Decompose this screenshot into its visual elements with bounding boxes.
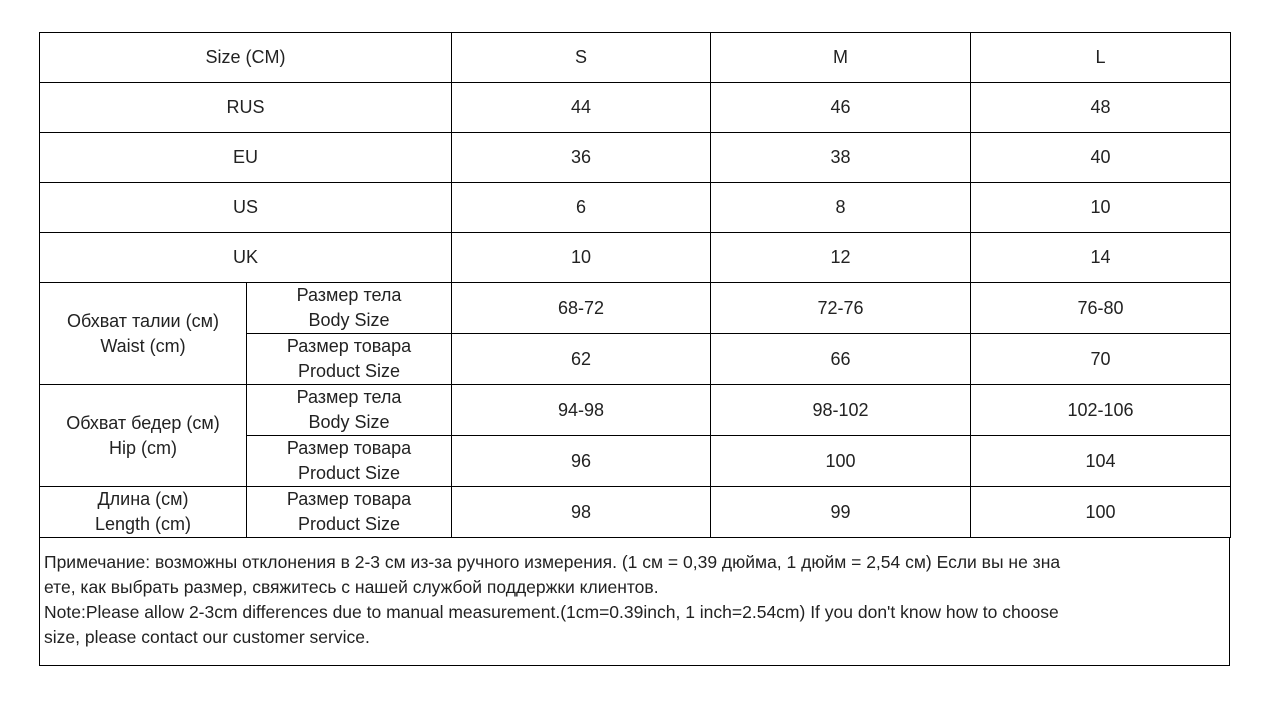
row-label-rus: RUS — [40, 83, 452, 133]
cell-waist-product-s: 62 — [452, 334, 711, 385]
row-label-us: US — [40, 183, 452, 233]
cell-waist-body-m: 72-76 — [711, 283, 971, 334]
length-product-label — [247, 487, 452, 538]
note-en-line-1: Note:Please allow 2-3cm differences due to manual measurement.(1cm=0.39inch, 1 inch=2.54cm) If you don't know how to choose — [44, 602, 1059, 622]
length-product-label-ru: Размер товара — [286, 489, 412, 509]
length-label-ru: Длина (см) — [97, 489, 189, 509]
cell-us-m: 8 — [711, 183, 971, 233]
row-uk — [40, 233, 1231, 283]
length-product-label-en: Product Size — [297, 514, 401, 534]
row-waist-body — [40, 283, 1231, 334]
cell-hip-product-s: 96 — [452, 436, 711, 487]
cell-uk-m: 12 — [711, 233, 971, 283]
waist-body-label-ru: Размер тела — [296, 285, 402, 305]
header-row — [40, 33, 1231, 83]
row-label-eu: EU — [40, 133, 452, 183]
length-label-en: Length (cm) — [94, 514, 192, 534]
cell-hip-product-l: 104 — [971, 436, 1231, 487]
header-size-l: L — [971, 33, 1231, 83]
hip-label-ru: Обхват бедер (см) — [66, 412, 220, 433]
header-size-s: S — [452, 33, 711, 83]
cell-waist-body-l: 76-80 — [971, 283, 1231, 334]
cell-rus-m: 46 — [711, 83, 971, 133]
waist-body-label — [247, 283, 452, 334]
cell-length-product-s: 98 — [452, 487, 711, 538]
cell-rus-l: 48 — [971, 83, 1231, 133]
hip-body-label-ru: Размер тела — [296, 387, 402, 407]
waist-label — [40, 283, 247, 385]
hip-body-label-en: Body Size — [308, 412, 390, 432]
cell-rus-s: 44 — [452, 83, 711, 133]
cell-hip-body-m: 98-102 — [711, 385, 971, 436]
cell-uk-l: 14 — [971, 233, 1231, 283]
cell-uk-s: 10 — [452, 233, 711, 283]
cell-length-product-l: 100 — [971, 487, 1231, 538]
hip-body-label — [247, 385, 452, 436]
row-hip-body — [40, 385, 1231, 436]
hip-label — [40, 385, 247, 487]
cell-hip-body-l: 102-106 — [971, 385, 1231, 436]
row-eu — [40, 133, 1231, 183]
cell-eu-m: 38 — [711, 133, 971, 183]
size-chart — [39, 32, 1230, 666]
header-size-label: Size (CM) — [40, 33, 452, 83]
header-size-m: M — [711, 33, 971, 83]
cell-us-s: 6 — [452, 183, 711, 233]
hip-label-en: Hip (cm) — [109, 437, 177, 458]
hip-product-label-ru: Размер товара — [286, 438, 412, 458]
waist-product-label-en: Product Size — [297, 361, 401, 381]
cell-us-l: 10 — [971, 183, 1231, 233]
cell-eu-l: 40 — [971, 133, 1231, 183]
cell-waist-body-s: 68-72 — [452, 283, 711, 334]
cell-eu-s: 36 — [452, 133, 711, 183]
note-ru-line-1: Примечание: возможны отклонения в 2-3 см из-за ручного измерения. (1 см = 0,39 дюйма, 1 дюйм = 2,54 см) Если вы не зна — [44, 552, 1061, 572]
row-label-uk: UK — [40, 233, 452, 283]
waist-body-label-en: Body Size — [308, 310, 390, 330]
hip-product-label — [247, 436, 452, 487]
measurement-note — [39, 538, 1230, 666]
note-en-line-2: size, please contact our customer service. — [44, 627, 370, 647]
cell-hip-body-s: 94-98 — [452, 385, 711, 436]
cell-length-product-m: 99 — [711, 487, 971, 538]
row-rus — [40, 83, 1231, 133]
cell-hip-product-m: 100 — [711, 436, 971, 487]
row-length-product — [40, 487, 1231, 538]
cell-waist-product-m: 66 — [711, 334, 971, 385]
row-us — [40, 183, 1231, 233]
waist-label-ru: Обхват талии (см) — [67, 310, 219, 331]
cell-waist-product-l: 70 — [971, 334, 1231, 385]
length-label — [40, 487, 247, 538]
waist-product-label — [247, 334, 452, 385]
waist-label-en: Waist (cm) — [100, 335, 186, 356]
size-table — [39, 32, 1231, 538]
hip-product-label-en: Product Size — [297, 463, 401, 483]
note-ru-line-2: ете, как выбрать размер, свяжитесь с нашей службой поддержки клиентов. — [44, 577, 659, 597]
waist-product-label-ru: Размер товара — [286, 336, 412, 356]
